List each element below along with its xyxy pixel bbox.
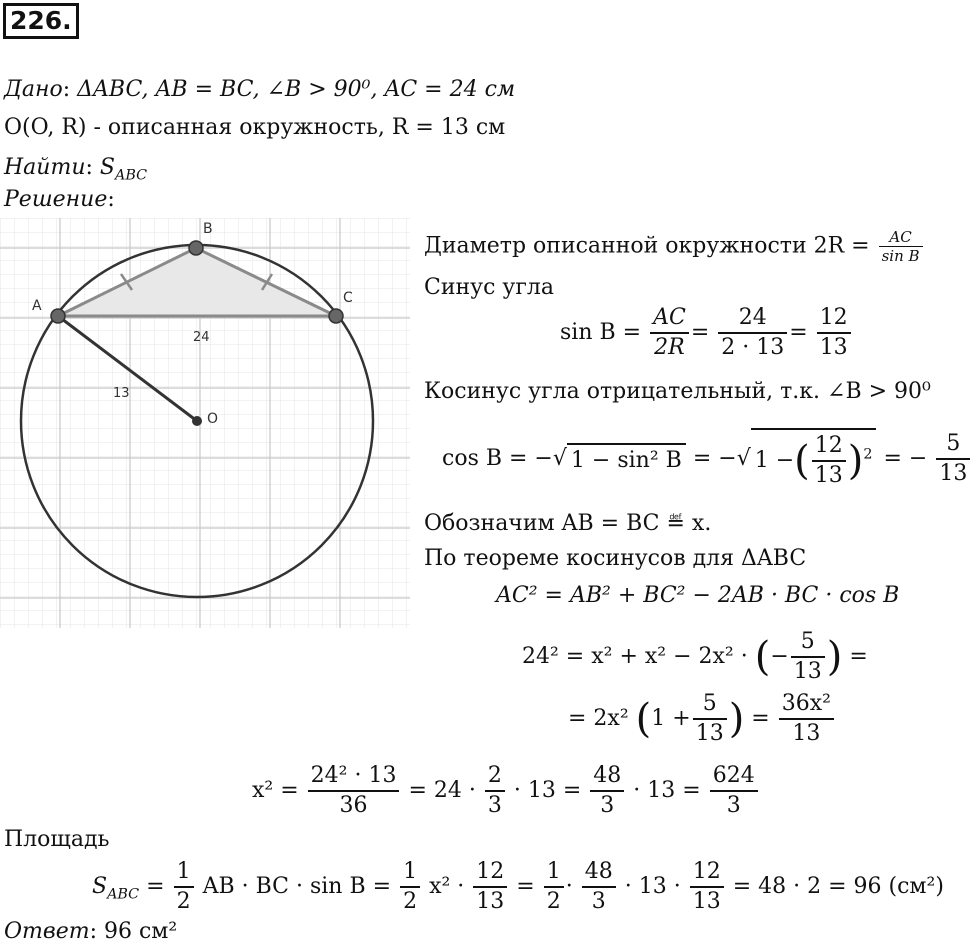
find-s: S xyxy=(99,155,115,180)
diameter-fraction xyxy=(879,228,923,265)
label-o: O xyxy=(207,411,219,427)
frac-den: 2 xyxy=(176,889,191,914)
frac-den: 13 xyxy=(476,889,505,914)
area-frac-12-13-b xyxy=(690,858,724,916)
area-half-3 xyxy=(544,858,564,916)
x2-mid-3: · 13 = xyxy=(633,778,701,803)
area-title: Площадь xyxy=(4,827,110,852)
area-part-2: x² · xyxy=(429,874,465,899)
sine-frac-3 xyxy=(817,304,851,362)
frac-den: 3 xyxy=(726,793,741,818)
find-label: Найти xyxy=(4,155,86,180)
find-line: Найти: $S_{ABC}$ xyxy=(4,155,148,184)
answer-text: 96 см² xyxy=(104,919,178,944)
frac-den: 13 xyxy=(819,335,848,360)
frac-num: 1 xyxy=(174,858,194,888)
point-a xyxy=(51,309,65,323)
solution-label: Решение xyxy=(4,187,108,212)
frac-den: 2 · 13 xyxy=(721,335,785,360)
circle-text: O(O, R) - описанная окружность, R = 13 см xyxy=(4,115,506,140)
area-part-3: = xyxy=(516,874,535,899)
given-text: ΔABC, AB = BC, ∠B > 90⁰, AC = 24 см xyxy=(77,77,516,102)
area-part-4: · 13 · xyxy=(624,874,681,899)
frac-den: 2 xyxy=(546,889,561,914)
eq3-lhs: = 2x² xyxy=(568,706,629,731)
x2-lhs: x² = xyxy=(252,778,299,803)
cos-sqrt2-pre: 1 − xyxy=(754,448,795,473)
label-c: C xyxy=(343,290,353,306)
area-equation: $S_{ABC}$ = $\frac{1}{2}$ AB · BC · sin B = $\frac{1}{2}$ x² · $\frac{12}{13}$ = $\frac{1}{2}$ · $\frac{48}{3}$ · 13 · $\frac{12}{13}$ = 48 · 2 = 96 (см²) xyxy=(92,859,944,914)
area-result: = 48 · 2 = 96 (см²) xyxy=(732,874,944,899)
area-frac-48-3 xyxy=(582,858,616,916)
frac-num: 36x² xyxy=(779,690,834,720)
label-radius: 13 xyxy=(113,386,130,401)
diameter-line xyxy=(424,228,925,265)
frac-num: 12 xyxy=(473,858,507,888)
x2-mid: = 24 · xyxy=(408,778,476,803)
frac-den: 2R xyxy=(654,335,685,360)
cos-eq-3: = − xyxy=(883,446,928,471)
x2-frac-4 xyxy=(710,762,758,820)
frac-den: 13 xyxy=(692,889,721,914)
frac-num: 1 xyxy=(544,858,564,888)
equation-3: = 2x² (1 + $\frac{5}{13}$ ) = $\frac{\text{36x²}}{13}$ xyxy=(568,690,836,748)
x-squared-line xyxy=(252,762,760,820)
equation-2: 24² = x² + x² − 2x² · (− $\frac{5}{13}$ ) = xyxy=(522,629,868,684)
diameter-num: AC xyxy=(879,228,923,247)
frac-den: 3 xyxy=(600,793,615,818)
frac-den: 13 xyxy=(793,659,822,684)
frac-num: 2 xyxy=(485,762,505,792)
sine-lhs: sin B = xyxy=(560,320,642,345)
x2-frac-1 xyxy=(308,762,400,820)
eq3-frac xyxy=(693,690,727,748)
equation-1: AC² = AB² + BC² − 2AB · BC · cos B xyxy=(496,583,900,608)
given-line: Дано: ΔABC, AB = BC, ∠B > 90⁰, AC = 24 см xyxy=(4,77,516,102)
point-o xyxy=(192,416,202,426)
cosine-theorem-line: По теореме косинусов для ΔABC xyxy=(424,546,807,571)
cos-equation: cos B = −√ 1 − sin² B = −√ 1 −( $\frac{12}{13}$ )$^2$ = − $\frac{5}{13}$ xyxy=(442,428,972,490)
frac-den: 3 xyxy=(591,889,606,914)
cos-frac xyxy=(812,432,846,490)
cos-note: Косинус угла отрицательный, т.к. ∠B > 90⁰ xyxy=(424,379,931,404)
frac-num: 24 xyxy=(718,304,787,334)
frac-num: 5 xyxy=(936,430,970,460)
find-sub: ABC xyxy=(115,167,148,184)
frac-num: 624 xyxy=(710,762,758,792)
point-b xyxy=(189,241,203,255)
given-label: Дано xyxy=(4,77,63,102)
eq3-result xyxy=(779,690,834,748)
area-lhs-sub: ABC xyxy=(107,886,140,903)
frac-den: 13 xyxy=(695,721,724,746)
frac-den: 13 xyxy=(939,461,968,486)
solution-line: Решение: xyxy=(4,187,115,212)
frac-num: 12 xyxy=(812,432,846,462)
x2-mid-2: · 13 = xyxy=(513,778,582,803)
frac-num: 48 xyxy=(582,858,616,888)
label-a: A xyxy=(32,298,42,314)
frac-den: 13 xyxy=(792,721,821,746)
sine-equation: sin B = $\frac{AC}{2R}$ = $\frac{24}{2 \cdot 13}$ = $\frac{12}{13}$ xyxy=(560,304,853,362)
geometry-diagram xyxy=(0,218,410,628)
frac-num: 5 xyxy=(693,690,727,720)
x2-frac-2 xyxy=(485,762,505,820)
answer-line: Ответ: 96 см² xyxy=(4,919,178,944)
area-half-2 xyxy=(400,858,420,916)
frac-num: 24² · 13 xyxy=(308,762,400,792)
cos-sqrt-2: 1 −( $\frac{12}{13}$ )$^2$ xyxy=(751,428,877,490)
circle-line xyxy=(4,114,505,142)
area-eq-1: = xyxy=(146,874,165,899)
cos-lhs: cos B = − xyxy=(442,446,553,471)
point-c xyxy=(329,309,343,323)
frac-num: 12 xyxy=(817,304,851,334)
sine-title: Синус угла xyxy=(424,275,554,300)
cos-sqrt-1: 1 − sin² B xyxy=(567,443,686,475)
eq3-inner: 1 + xyxy=(651,706,691,731)
cos-eq-2: = − xyxy=(692,446,737,471)
diameter-den: sin B xyxy=(881,247,920,265)
x2-frac-3 xyxy=(590,762,624,820)
frac-num: 5 xyxy=(791,628,825,658)
denote-line: Обозначим AB = BC ≝ x. xyxy=(424,511,712,536)
area-part-1: AB · BC · sin B = xyxy=(202,874,392,899)
frac-den: 2 xyxy=(403,889,418,914)
area-lhs: S xyxy=(92,874,108,899)
problem-number: 226. xyxy=(3,3,79,39)
frac-den: 3 xyxy=(487,793,502,818)
frac-num: 48 xyxy=(590,762,624,792)
frac-den: 36 xyxy=(339,793,368,818)
eq2-lhs: 24² = x² + x² − 2x² · xyxy=(522,644,748,669)
area-frac-12-13-a xyxy=(473,858,507,916)
label-ac: 24 xyxy=(193,330,210,345)
diameter-text: Диаметр описанной окружности 2R = xyxy=(424,233,870,259)
frac-num: 1 xyxy=(400,858,420,888)
sine-frac-2 xyxy=(718,304,787,362)
frac-num: 12 xyxy=(690,858,724,888)
cos-result xyxy=(936,430,970,488)
label-b: B xyxy=(203,221,213,237)
area-half-1 xyxy=(174,858,194,916)
answer-label: Ответ xyxy=(4,919,90,944)
sine-frac-1 xyxy=(650,304,689,362)
frac-num: AC xyxy=(650,304,689,334)
frac-den: 13 xyxy=(814,463,843,488)
eq2-frac xyxy=(791,628,825,686)
